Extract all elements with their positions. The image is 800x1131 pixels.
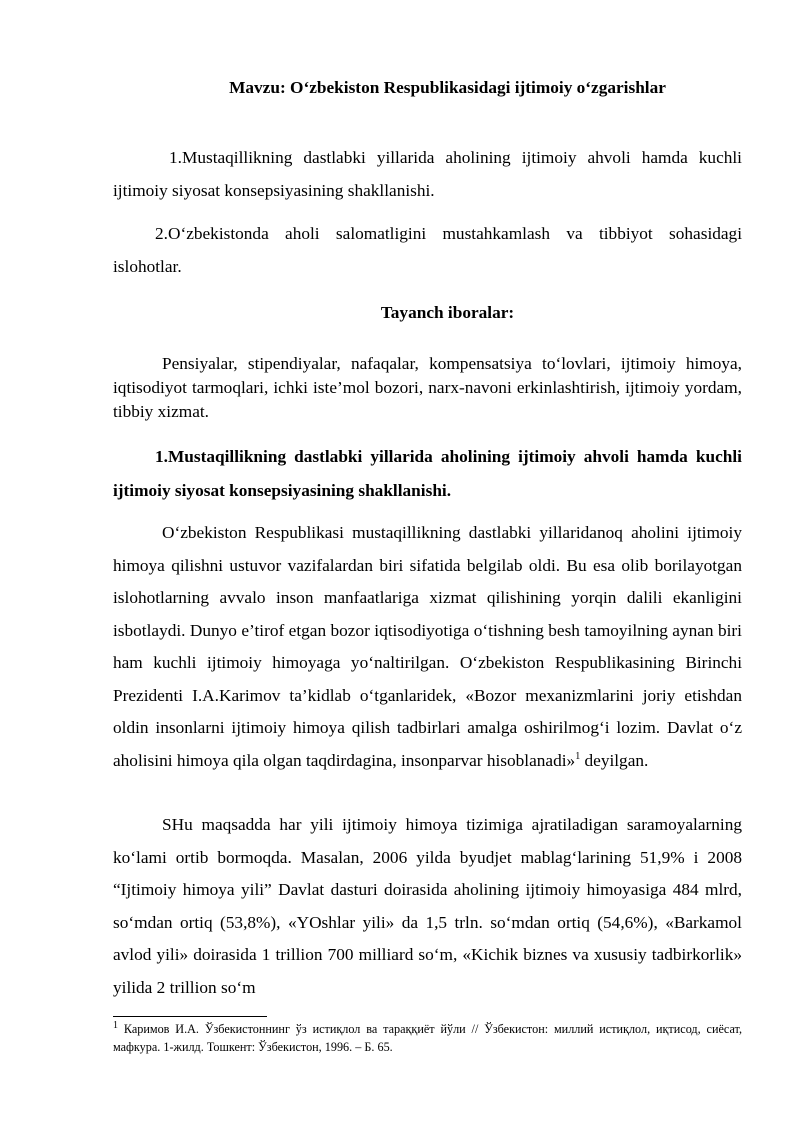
section-paragraph-2: SHu maqsadda har yili ijtimoiy himoya tizimiga ajratiladigan saramoyalarning ko‘lami ortib bormoqda. Masalan, 2006 yilda byudjet mablag‘larining 51,9% i 2008 “Ijtimoiy himoya yili” Davlat dasturi doirasida aholining ijtimoiy himoyasiga 484 mlrd, so‘mdan ortiq (53,8%), «YOshlar yili» da 1,5 trln. so‘mdan ortiq (54,6%), «Barkamol avlod yili» doirasida 1 trillion 700 milliard so‘m, «Kichik biznes va xususiy tadbirkorlik» yilida 2 trillion so‘m	[113, 815, 742, 997]
paragraph-1-end: deyilgan.	[580, 750, 649, 770]
footnote-reference[interactable]: 1	[575, 750, 581, 762]
page-title: Mavzu: O‘zbekiston Respublikasidagi ijtimoiy o‘zgarishlar	[229, 78, 666, 97]
footnote	[113, 1020, 742, 1056]
plan-item-2: 2.O‘zbekistonda aholi salomatligini mustahkamlash va tibbiyot sohasidagi islohotlar.	[113, 224, 742, 276]
footnote-mark: 1	[113, 1019, 118, 1031]
keywords-heading: Tayanch iboralar:	[380, 303, 515, 322]
paragraph-1-text: O‘zbekiston Respublikasi mustaqillikning dastlabki yillaridanoq aholini ijtimoiy himoya qilishni ustuvor vazifalardan biri sifatida belgilab oldi. Bu esa olib borilayotgan islohotlarning avvalo inson manfaatlariga xizmat qilishining yorqin dalili ekanligini isbotlaydi. Dunyo e’tirof etgan bozor iqtisodiyotiga o‘tishning besh tamoyilning aynan biri ham kuchli ijtimoiy himoyaga yo‘naltirilgan. O‘zbekiston Respublikasining Birinchi Prezidenti I.A.Karimov ta’kidlab o‘tganlaridek, «Bozor mexanizmlarini joriy etishdan oldin insonlarni ijtimoiy himoya qilish tadbirlari amalga oshirilmog‘i lozim. Davlat o‘z aholisini himoya qila olgan taqdirdagina, insonparvar hisoblanadi»	[113, 523, 742, 770]
plan-item-1: 1.Mustaqillikning dastlabki yillarida aholining ijtimoiy ahvoli hamda kuchli ijtimoiy siyosat konsepsiyasining shakllanishi.	[113, 148, 742, 200]
footnote-text: Каримов И.А. Ўзбекистоннинг ўз истиқлол ва тараққиёт йўли // Ўзбекистон: миллий истиқлол, иқтисод, сиёсат, мафкура. 1-жилд. Тошкент: Ўзбекистон, 1996. – Б. 65.	[113, 1022, 742, 1054]
section-paragraph-1	[113, 517, 742, 777]
footnote-divider	[113, 1016, 267, 1017]
keywords-text: Pensiyalar, stipendiyalar, nafaqalar, kompensatsiya to‘lovlari, ijtimoiy himoya, iqtisodiyot tarmoqlari, ichki iste’mol bozori, narx-navoni erkinlashtirish, ijtimoiy yordam, tibbiy xizmat.	[113, 354, 742, 421]
section-heading: 1.Mustaqillikning dastlabki yillarida aholining ijtimoiy ahvoli hamda kuchli ijtimoiy siyosat konsepsiyasining shakllanishi.	[113, 447, 742, 500]
